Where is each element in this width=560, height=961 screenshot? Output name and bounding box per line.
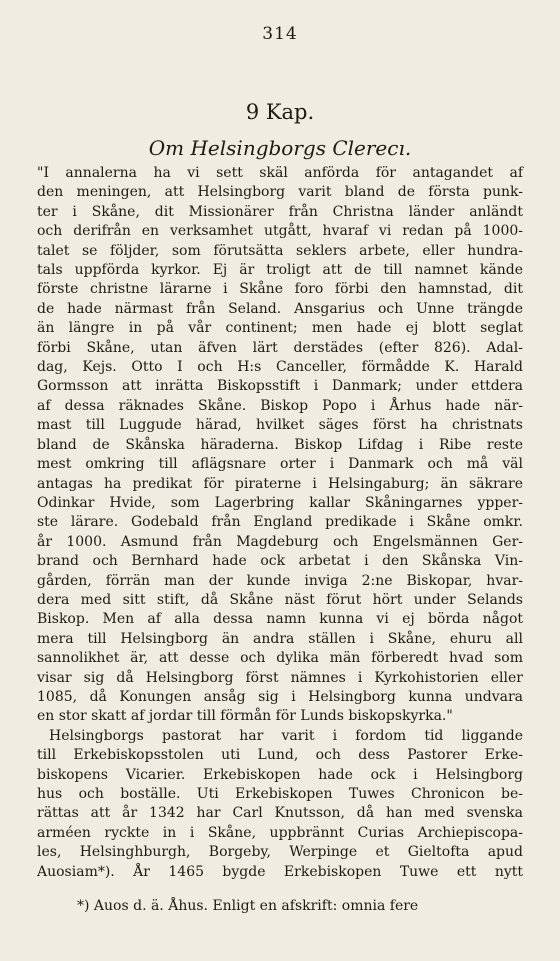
- text-line: Gormsson att inrätta Biskopsstift i Danmark; under ettdera: [37, 378, 523, 395]
- footnote: *) Auos d. ä. Åhus. Enligt en afskrift: omnia fere: [77, 898, 419, 915]
- text-line: dera med sitt stift, då Skåne näst förut hört under Selands: [37, 591, 523, 608]
- text-line: tals uppförda kyrkor. Ej är troligt att de till namnet kände: [37, 262, 523, 279]
- text-line: bland de Skånska häraderna. Biskop Lifdag i Ribe reste: [37, 436, 523, 453]
- text-line: dag, Kejs. Otto I och H:s Canceller, förmådde K. Harald: [37, 359, 523, 376]
- text-line: Odinkar Hvide, som Lagerbring kallar Skåningarnes ypper-: [37, 494, 523, 511]
- body-text: [37, 164, 523, 882]
- footnote-separator: [37, 882, 523, 896]
- text-line: till Erkebiskopsstolen uti Lund, och dess Pastorer Erke-: [37, 747, 523, 764]
- text-line: förbi Skåne, utan äfven lärt derstädes (efter 826). Adal-: [37, 339, 523, 356]
- paragraph-start-line: Helsingborgs pastorat har varit i fordom tid liggande: [49, 727, 523, 744]
- book-page: [37, 22, 523, 916]
- section-title: Om Helsingborgs Clerecı.: [148, 136, 412, 160]
- text-line: Biskop. Men af alla dessa namn kunna vi ej börda något: [37, 611, 523, 628]
- text-line: gården, förrän man der kunde inviga 2:ne Biskopar, hvar-: [37, 572, 523, 589]
- text-line: än längre in på vår continent; men hade ej blott seglat: [37, 320, 523, 337]
- text-line: antagas ha predikat för piraterne i Helsingaburg; än säkrare: [37, 475, 523, 492]
- text-line: hus och boställe. Uti Erkebiskopen Tuwes Chronicon be-: [37, 786, 523, 802]
- text-line: förste christne lärarne i Skåne foro förbi den hamnstad, dit: [37, 281, 523, 298]
- text-line: Auosiam*). År 1465 bygde Erkebiskopen Tuwe ett nytt: [37, 863, 523, 880]
- text-line: mest omkring till aflägsnare orter i Danmark och må väl: [37, 456, 523, 473]
- page-number: 314: [262, 24, 298, 44]
- text-line: brand och Bernhard hade ock arbetat i den Skånska Vin-: [37, 553, 523, 570]
- text-line: talet se följder, som förutsätta seklers arbete, eller hundra-: [37, 242, 523, 259]
- text-line: mera till Helsingborg än andra ställen i Skåne, ehuru all: [37, 630, 523, 647]
- text-line: år 1000. Asmund från Magdeburg och Engelsmännen Ger-: [37, 533, 523, 550]
- text-line: visar sig då Helsingborg först nämnes i Kyrkohistorien eller: [37, 669, 523, 686]
- text-line: biskopens Vicarier. Erkebiskopen hade ock i Helsingborg: [37, 766, 523, 783]
- text-line: mast till Luggude härad, hvilket säges först ha christnats: [37, 417, 523, 434]
- text-line: 1085, då Konungen ansåg sig i Helsingborg kunna undvara: [37, 688, 523, 705]
- text-line: les, Helsinghburgh, Borgeby, Werpinge et Gieltofta apud: [37, 844, 523, 861]
- text-line: rättas att år 1342 har Carl Knutsson, då han med svenska: [37, 805, 523, 822]
- text-line: ste lärare. Godebald från England predikade i Skåne omkr.: [37, 514, 523, 531]
- text-line: af dessa räknades Skåne. Biskop Popo i Århus hade när-: [37, 397, 523, 414]
- text-line: och derifrån en verksamhet utgått, hvaraf vi redan på 1000-: [37, 223, 523, 240]
- text-line: sannolikhet är, att desse och dylika män förberedt hvad som: [37, 650, 523, 667]
- chapter-heading: 9 Kap.: [245, 100, 315, 124]
- text-line: de hade närmast från Seland. Ansgarius och Unne trängde: [37, 300, 523, 317]
- text-line: ter i Skåne, dit Missionärer från Christna länder anländt: [37, 203, 523, 220]
- text-line: arméen ryckte in i Skåne, uppbrännt Curias Archiepiscopa-: [37, 824, 523, 841]
- text-line: den meningen, att Helsingborg varit bland de första punk-: [37, 184, 523, 201]
- text-line: en stor skatt af jordar till förmån för Lunds biskopskyrka.": [37, 708, 453, 725]
- text-line: "I annalerna ha vi sett skäl anförda för antagandet af: [37, 165, 523, 181]
